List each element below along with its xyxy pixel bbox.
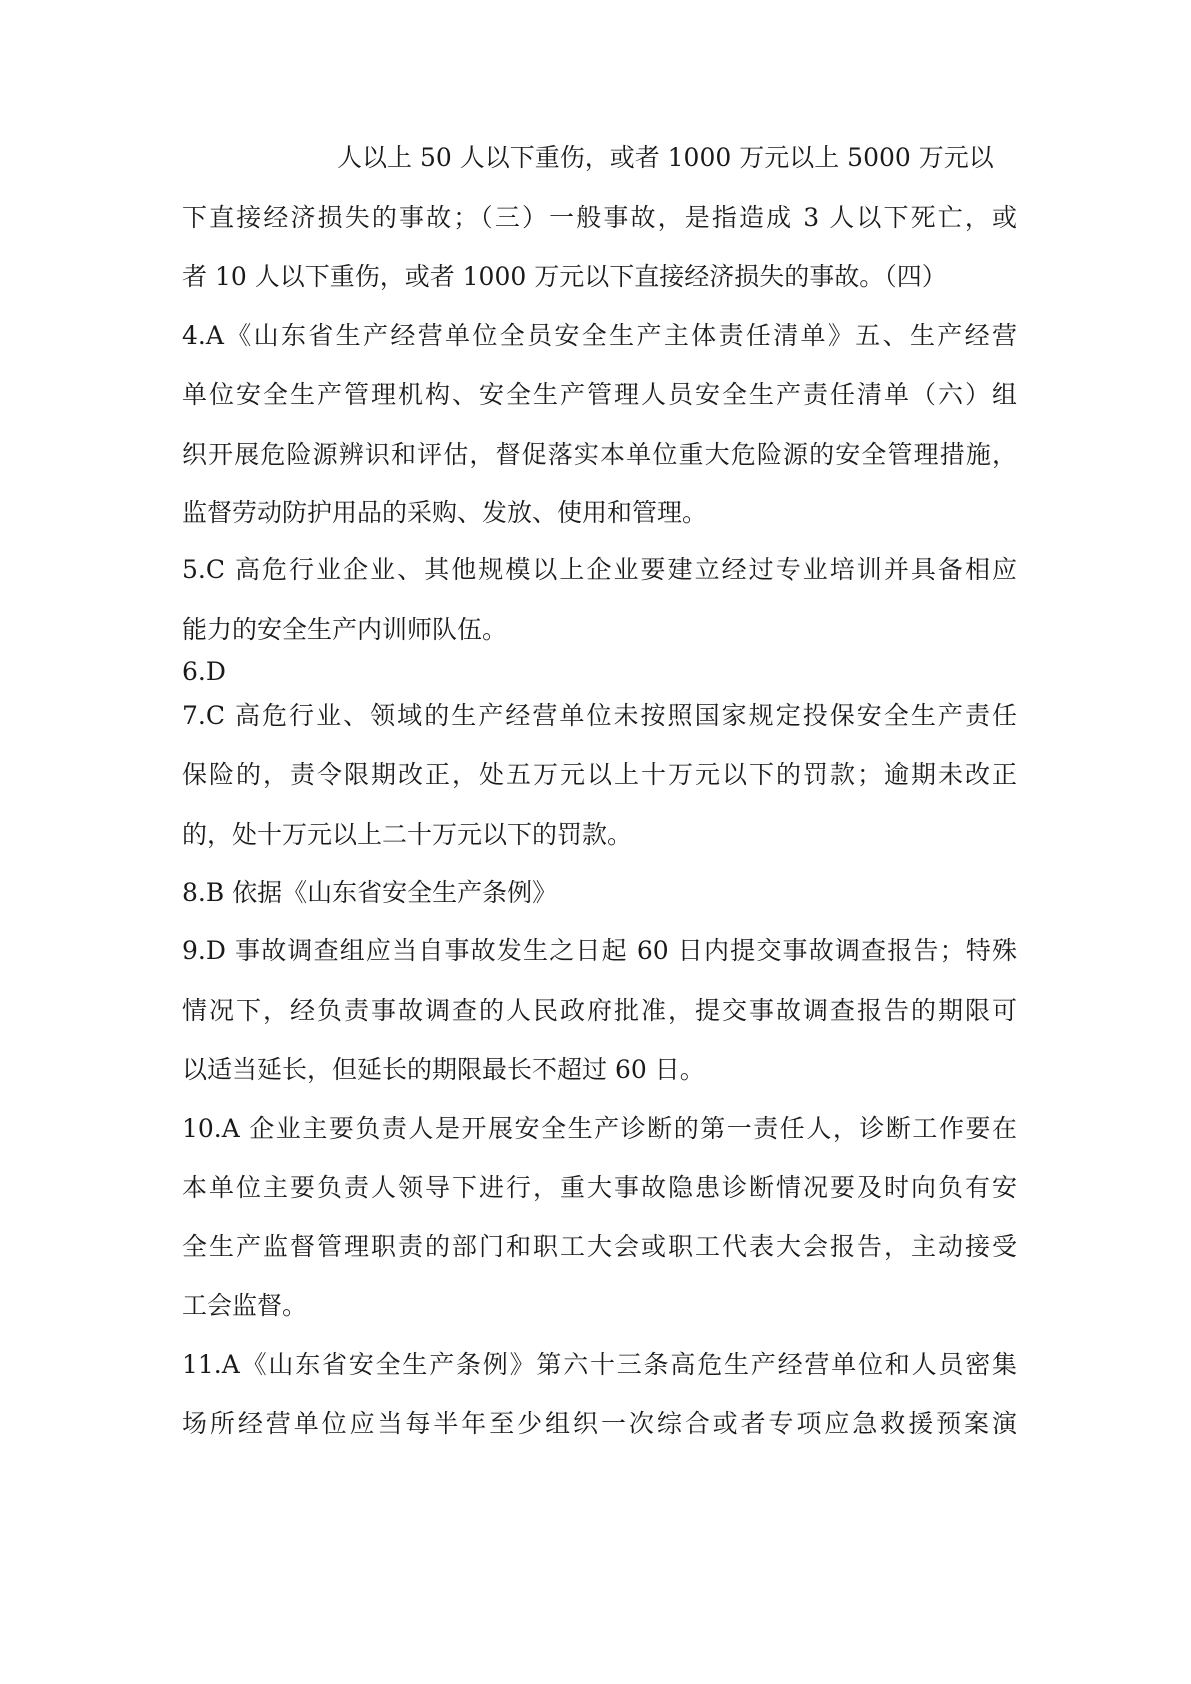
text-line: 者 10 人以下重伤，或者 1000 万元以下直接经济损失的事故。（四）: [182, 262, 947, 291]
text-line: 的，处十万元以上二十万元以下的罚款。: [182, 820, 633, 849]
text-line: 10.A 企业主要负责人是开展安全生产诊断的第一责任人，诊断工作要在: [182, 1114, 1017, 1143]
text-line: 5.C 高危行业企业、其他规模以上企业要建立经过专业培训并具备相应: [182, 555, 1017, 584]
text-line: 4.A《山东省生产经营单位全员安全生产主体责任清单》五、生产经营: [182, 321, 1017, 350]
text-line: 织开展危险源辨识和评估，督促落实本单位重大危险源的安全管理措施，: [182, 440, 1017, 469]
text-line: 9.D 事故调查组应当自事故发生之日起 60 日内提交事故调查报告；特殊: [182, 936, 1017, 965]
text-line: 场所经营单位应当每半年至少组织一次综合或者专项应急救援预案演: [182, 1409, 1017, 1438]
text-line: 能力的安全生产内训师队伍。: [182, 615, 508, 644]
text-line: 监督劳动防护用品的采购、发放、使用和管理。: [182, 498, 708, 527]
text-line: 情况下，经负责事故调查的人民政府批准，提交事故调查报告的期限可: [182, 996, 1017, 1025]
text-line: 6.D: [182, 657, 226, 686]
text-line: 7.C 高危行业、领域的生产经营单位未按照国家规定投保安全生产责任: [182, 701, 1017, 730]
text-line: 下直接经济损失的事故；（三）一般事故，是指造成 3 人以下死亡，或: [182, 203, 1017, 232]
text-line: 11.A《山东省安全生产条例》第六十三条高危生产经营单位和人员密集: [182, 1350, 1017, 1379]
text-line: 本单位主要负责人领导下进行，重大事故隐患诊断情况要及时向负有安: [182, 1173, 1017, 1202]
text-line: 以适当延长，但延长的期限最长不超过 60 日。: [182, 1055, 705, 1084]
text-line: 工会监督。: [182, 1291, 308, 1320]
text-line: 人以上 50 人以下重伤，或者 1000 万元以上 5000 万元以: [337, 143, 994, 172]
text-line: 单位安全生产管理机构、安全生产管理人员安全生产责任清单（六）组: [182, 380, 1017, 409]
text-line: 全生产监督管理职责的部门和职工大会或职工代表大会报告，主动接受: [182, 1232, 1017, 1261]
text-line: 保险的，责令限期改正，处五万元以上十万元以下的罚款；逾期未改正: [182, 760, 1017, 789]
text-line: 8.B 依据《山东省安全生产条例》: [182, 878, 558, 907]
